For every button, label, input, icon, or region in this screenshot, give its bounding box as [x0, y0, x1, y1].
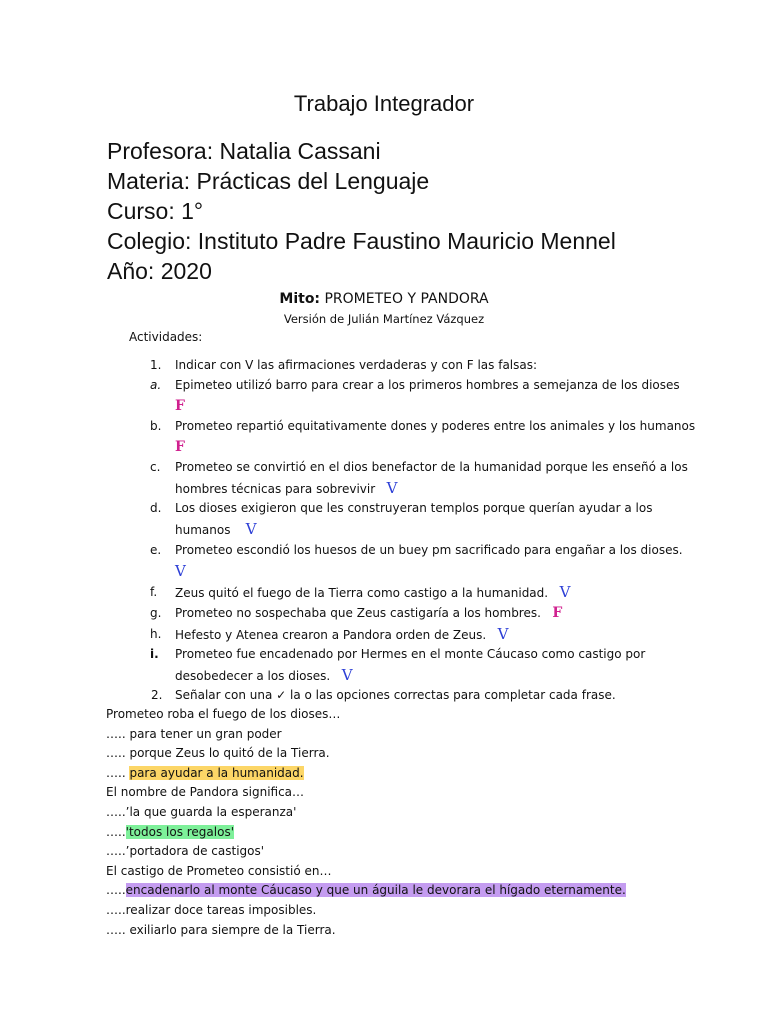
option-text: ’portadora de castigos': [125, 844, 265, 859]
statement-e: [150, 540, 683, 582]
statement-text: Prometeo repartió equitativamente dones y poderes entre los animales y los humanos: [175, 419, 696, 433]
myth-version: Versión de Julián Martínez Vázquez: [283, 312, 485, 326]
option-text-highlighted: para ayudar a la humanidad.: [129, 765, 304, 780]
option-text: para tener un gran poder: [129, 726, 282, 741]
statement-marker: a.: [150, 378, 162, 392]
option-row[interactable]: [106, 744, 626, 764]
statement-marker: b.: [150, 419, 162, 433]
statement-text: Hefesto y Atenea crearon a Pandora orden de Zeus.: [175, 628, 487, 642]
answer-mark: V: [386, 479, 398, 497]
option-row[interactable]: [106, 823, 626, 843]
option-row[interactable]: [106, 842, 626, 862]
statement-text-continued: humanos: [175, 523, 231, 537]
option-text: exiliarlo para siempre de la Tierra.: [129, 922, 336, 937]
school-line: Colegio: Instituto Padre Faustino Mauricio Mennel: [107, 228, 616, 254]
course-line: Curso: 1°: [107, 198, 204, 224]
statement-text: Los dioses exigieron que les construyeran templos porque querían ayudar a los: [175, 501, 653, 515]
option-text: realizar doce tareas imposibles.: [125, 902, 317, 917]
question-1-text: Indicar con V las afirmaciones verdaderas y con F las falsas:: [175, 358, 538, 372]
statement-text-continued: desobedecer a los dioses.: [175, 669, 331, 683]
option-row[interactable]: [106, 725, 626, 745]
statement-marker: g.: [150, 606, 162, 620]
answer-mark: V: [175, 562, 186, 580]
option-text-highlighted: 'todos los regalos': [125, 824, 235, 839]
statement-marker: c.: [150, 460, 161, 474]
completion-section: [106, 705, 626, 940]
statement-text: Prometeo se convirtió en el dios benefactor de la humanidad porque les enseñó a los: [175, 460, 688, 474]
option-row[interactable]: [106, 803, 626, 823]
option-row[interactable]: [106, 881, 626, 901]
option-blank: …..: [106, 746, 130, 761]
sentence-stem: El nombre de Pandora significa…: [106, 785, 305, 800]
question-2-text: Señalar con una ✓ la o las opciones correctas para completar cada frase.: [175, 688, 616, 702]
statement-text: Zeus quitó el fuego de la Tierra como castigo a la humanidad.: [175, 586, 549, 600]
myth-title: [0, 289, 768, 309]
option-blank: …..: [106, 824, 126, 839]
option-blank: …..: [106, 726, 130, 741]
statement-g: [150, 603, 563, 624]
option-row[interactable]: [106, 764, 626, 784]
myth-label: Mito:: [279, 291, 321, 307]
statement-i: [150, 644, 646, 687]
answer-mark: F: [552, 605, 563, 621]
header-block: [107, 136, 616, 286]
statement-marker: i.: [150, 647, 159, 661]
answer-mark: F: [175, 439, 185, 455]
answer-mark: V: [559, 583, 571, 601]
question-2-marker: 2.: [151, 688, 163, 702]
sentence-stem: El castigo de Prometeo consistió en…: [106, 863, 332, 878]
statement-text: Prometeo fue encadenado por Hermes en el monte Cáucaso como castigo por: [175, 647, 646, 661]
statement-text: Prometeo escondió los huesos de un buey pm sacrificado para engañar a los dioses.: [175, 543, 683, 557]
activities-label: Actividades:: [129, 330, 203, 344]
option-text-highlighted: encadenarlo al monte Cáucaso y que un águila le devorara el hígado eternamente.: [125, 883, 626, 898]
statement-f: [150, 582, 571, 604]
statement-h: [150, 624, 509, 646]
question-1-marker: 1.: [150, 358, 162, 372]
option-blank: …..: [106, 804, 126, 819]
statement-text: Prometeo no sospechaba que Zeus castigaría a los hombres.: [175, 606, 541, 620]
option-blank: …..: [106, 902, 126, 917]
answer-mark: V: [497, 625, 509, 643]
option-blank: …..: [106, 922, 130, 937]
document-title: Trabajo Integrador: [293, 91, 475, 116]
option-text: ’la que guarda la esperanza': [125, 804, 297, 819]
statement-b: [150, 416, 696, 458]
subject-line: Materia: Prácticas del Lenguaje: [107, 168, 430, 194]
answer-mark: V: [341, 666, 353, 684]
option-blank: …..: [106, 883, 126, 898]
statement-d: [150, 498, 653, 541]
statement-text: Epimeteo utilizó barro para crear a los primeros hombres a semejanza de los dioses: [175, 378, 680, 392]
answer-mark: F: [175, 398, 185, 414]
option-row[interactable]: [106, 921, 626, 941]
statement-marker: d.: [150, 501, 162, 515]
question-1: [150, 355, 538, 376]
statement-a: [150, 375, 680, 417]
statement-marker: h.: [150, 627, 162, 641]
answer-mark: V: [245, 520, 257, 538]
sentence-stem: Prometeo roba el fuego de los dioses…: [106, 707, 341, 721]
option-blank: …..: [106, 765, 130, 780]
statement-marker: e.: [150, 543, 162, 557]
option-blank: …..: [106, 844, 126, 859]
option-row[interactable]: [106, 901, 626, 921]
option-text: porque Zeus lo quitó de la Tierra.: [129, 746, 330, 761]
statement-text-continued: hombres técnicas para sobrevivir: [175, 482, 376, 496]
statement-c: [150, 457, 688, 500]
question-2: [151, 685, 616, 706]
teacher-line: Profesora: Natalia Cassani: [107, 138, 381, 164]
myth-name: PROMETEO Y PANDORA: [324, 291, 489, 307]
year-line: Año: 2020: [107, 258, 212, 284]
statement-marker: f.: [150, 585, 158, 599]
